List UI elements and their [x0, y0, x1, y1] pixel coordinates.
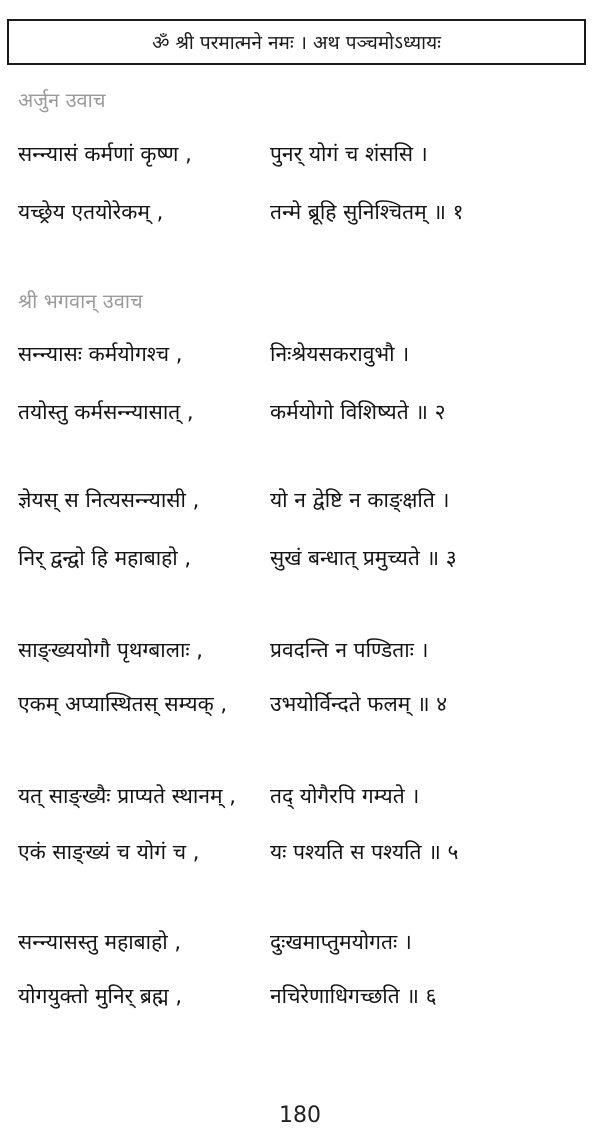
verse-line-first-half: योगयुक्तो मुनिर् ब्रह्म , — [18, 984, 183, 1008]
verse-line-second-half: सुखं बन्धात् प्रमुच्यते ॥ ३ — [270, 546, 457, 570]
verse-line-second-half: नचिरेणाधिगच्छति ॥ ६ — [270, 984, 437, 1008]
chapter-header — [7, 19, 586, 65]
verse-line-first-half: सन्न्यासस्तु महाबाहो , — [18, 930, 182, 954]
verse-line-first-half: सन्न्यासं कर्मणां कृष्ण , — [18, 142, 192, 166]
verse-line-first-half: एकं साङ्ख्यं च योगं च , — [18, 840, 200, 864]
verse-line-first-half: साङ्ख्ययोगौ पृथग्बालाः , — [18, 638, 203, 662]
verse-line-first-half: यच्छ्रेय एतयोरेकम् , — [18, 200, 164, 224]
verse-line-first-half: तयोस्तु कर्मसन्न्यासात् , — [18, 400, 194, 424]
chapter-header-title: ॐ श्री परमात्मने नमः । अथ पञ्चमोऽध्यायः — [152, 32, 441, 54]
verse-line-first-half: एकम् अप्यास्थितस् सम्यक् , — [18, 692, 228, 716]
verse-line-first-half: सन्न्यासः कर्मयोगश्च , — [18, 342, 183, 366]
verse-line-second-half: यो न द्वेष्टि न काङ्क्षति । — [270, 488, 450, 512]
verse-line-second-half: निःश्रेयसकरावुभौ । — [270, 342, 410, 366]
verse-line-first-half: यत् साङ्ख्यैः प्राप्यते स्थानम् , — [18, 784, 236, 808]
verse-line-second-half: तन्मे ब्रूहि सुनिश्चितम् ॥ १ — [270, 200, 464, 224]
verse-line-second-half: दुःखमाप्तुमयोगतः । — [270, 930, 412, 954]
verse-line-second-half: तद् योगैरपि गम्यते । — [270, 784, 420, 808]
verse-line-second-half: यः पश्यति स पश्यति ॥ ५ — [270, 840, 459, 864]
verse-line-second-half: पुनर् योगं च शंससि । — [270, 142, 428, 166]
verse-line-second-half: उभयोर्विन्दते फलम् ॥ ४ — [270, 692, 448, 716]
page-number: 180 — [279, 1103, 321, 1128]
verse-line-first-half: निर् द्वन्द्वो हि महाबाहो , — [18, 546, 192, 570]
verse-line-second-half: कर्मयोगो विशिष्यते ॥ २ — [270, 400, 446, 424]
verse-line-second-half: प्रवदन्ति न पण्डिताः । — [270, 638, 429, 662]
speaker-arjuna: अर्जुन उवाच — [18, 88, 106, 112]
speaker-bhagavan: श्री भगवान् उवाच — [18, 289, 143, 313]
verse-line-first-half: ज्ञेयस् स नित्यसन्न्यासी , — [18, 488, 200, 512]
